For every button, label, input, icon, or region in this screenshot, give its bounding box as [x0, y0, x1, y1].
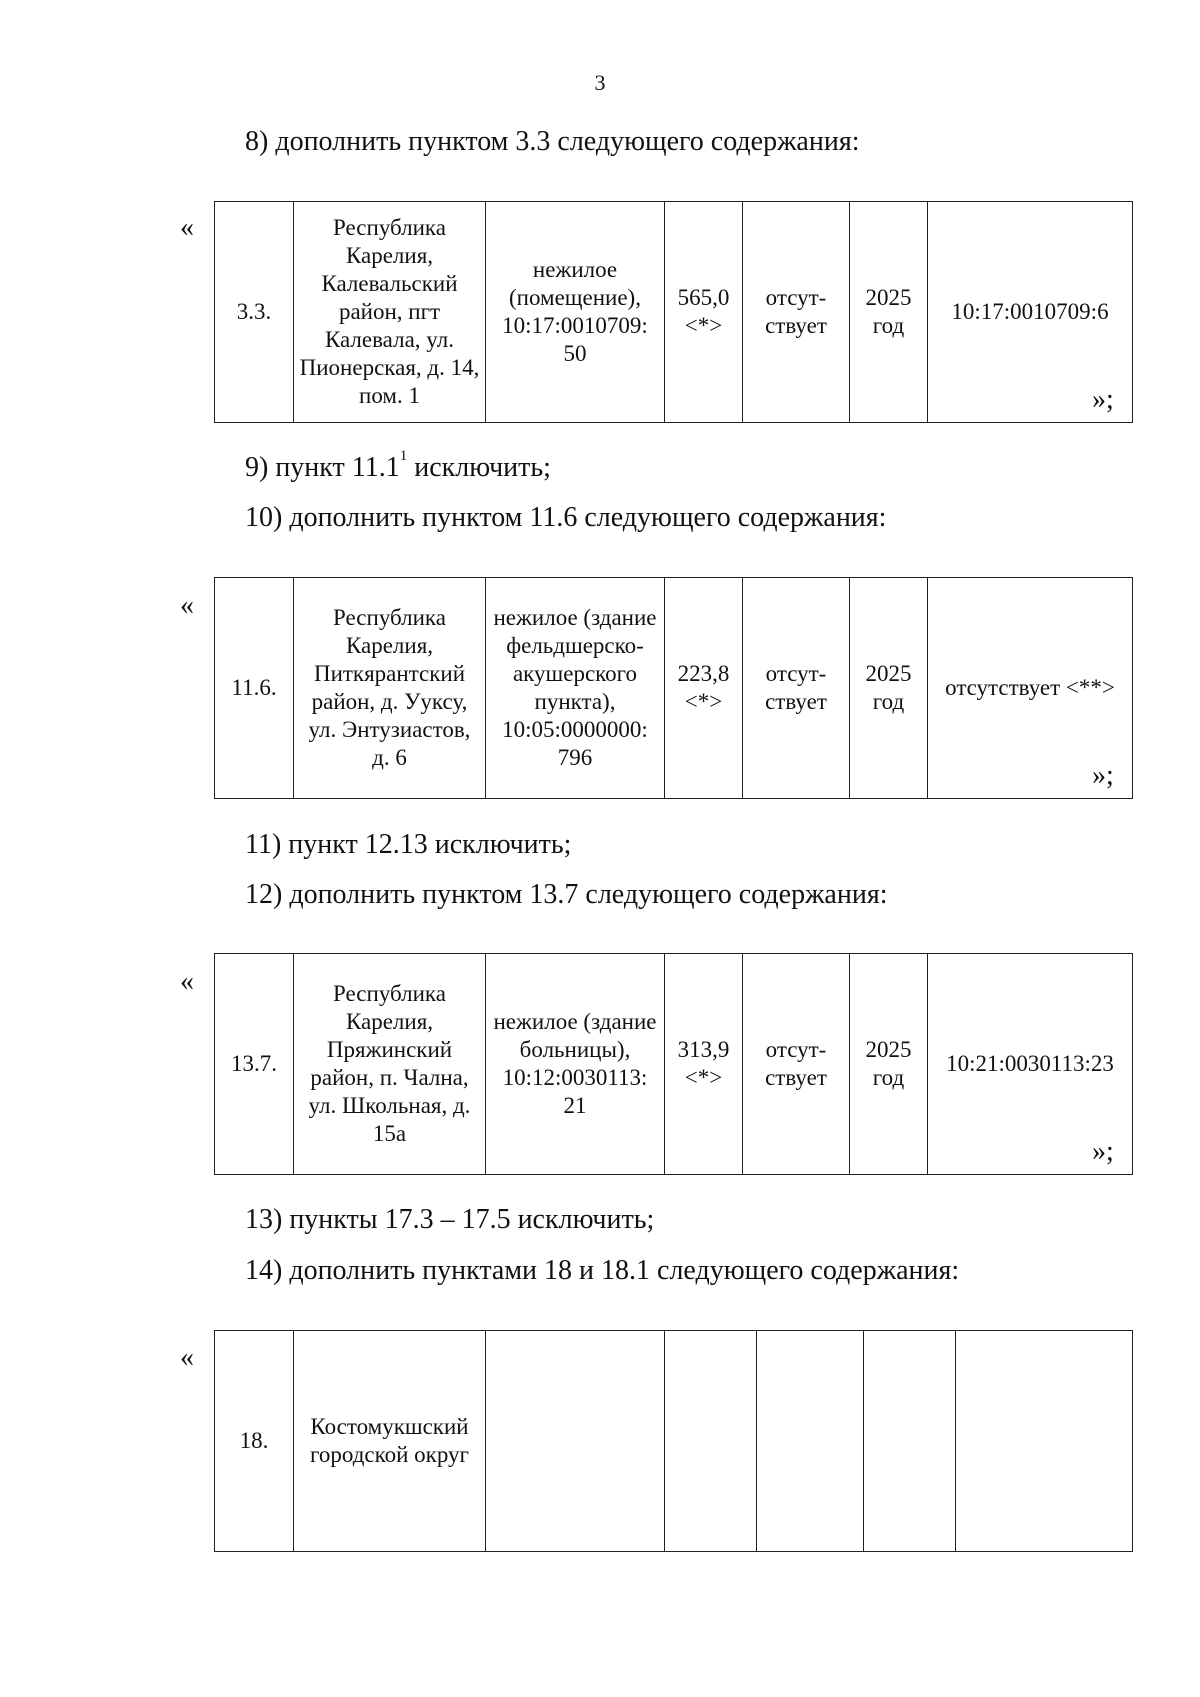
table-row	[215, 954, 1133, 1175]
cadastral-cell: 10:17:0010709:6	[928, 202, 1133, 423]
inserted-table-2	[214, 577, 1133, 799]
address-cell: Республика Карелия, Калевальский район, пгт Калевала, ул. Пионерская, д. 14, пом. 1	[294, 202, 486, 423]
quote-close: »;	[1092, 384, 1114, 415]
table-row	[215, 202, 1133, 423]
superscript: 1	[399, 448, 408, 464]
quote-open: «	[180, 1342, 194, 1373]
item-number-cell: 3.3.	[215, 202, 294, 423]
address-cell: Республика Карелия, Питкярантский район, д. Ууксу, ул. Энтузиастов, д. 6	[294, 578, 486, 799]
paragraph-11: 11) пункт 12.13 исключить;	[245, 829, 572, 860]
paragraph-8: 8) дополнить пунктом 3.3 следующего содержания:	[245, 126, 860, 157]
object-cell: нежилое (помещение), 10:17:0010709: 50	[486, 202, 665, 423]
paragraph-10: 10) дополнить пунктом 11.6 следующего содержания:	[245, 502, 887, 533]
inserted-table-3	[214, 953, 1133, 1175]
area-cell: 565,0 <*>	[665, 202, 743, 423]
table-row	[215, 1331, 1133, 1552]
address-cell: Костомукшский городской округ	[294, 1331, 486, 1552]
area-cell	[665, 1331, 757, 1552]
item-number-cell: 11.6.	[215, 578, 294, 799]
object-cell: нежилое (здание фельдшерско-акушерского пункта), 10:05:0000000: 796	[486, 578, 665, 799]
inserted-table-1	[214, 201, 1133, 423]
cadastral-cell: отсутствует <**>	[928, 578, 1133, 799]
object-cell	[486, 1331, 665, 1552]
quote-open: «	[180, 212, 194, 243]
year-cell: 2025 год	[850, 954, 928, 1175]
quote-open: «	[180, 966, 194, 997]
paragraph-9-text-end: исключить;	[407, 452, 551, 483]
year-cell: 2025 год	[850, 578, 928, 799]
paragraph-9-text: 9) пункт 11.1	[245, 452, 400, 483]
cadastral-cell: 10:21:0030113:23	[928, 954, 1133, 1175]
cadastral-cell	[956, 1331, 1133, 1552]
paragraph-13: 13) пункты 17.3 – 17.5 исключить;	[245, 1204, 655, 1235]
item-number-cell: 18.	[215, 1331, 294, 1552]
paragraph-14: 14) дополнить пунктами 18 и 18.1 следующего содержания:	[245, 1255, 960, 1286]
table-row	[215, 578, 1133, 799]
rights-cell	[757, 1331, 864, 1552]
rights-cell: отсут-ствует	[743, 954, 850, 1175]
paragraph-9	[245, 448, 551, 484]
quote-open: «	[180, 590, 194, 621]
paragraph-12: 12) дополнить пунктом 13.7 следующего содержания:	[245, 879, 888, 910]
object-cell: нежилое (здание больницы), 10:12:0030113: 21	[486, 954, 665, 1175]
rights-cell: отсут-ствует	[743, 202, 850, 423]
year-cell	[864, 1331, 956, 1552]
item-number-cell: 13.7.	[215, 954, 294, 1175]
address-cell: Республика Карелия, Пряжинский район, п. Чална, ул. Школьная, д. 15а	[294, 954, 486, 1175]
inserted-table-4	[214, 1330, 1133, 1552]
page-number: 3	[594, 70, 606, 95]
year-cell: 2025 год	[850, 202, 928, 423]
area-cell: 313,9 <*>	[665, 954, 743, 1175]
quote-close: »;	[1092, 760, 1114, 791]
rights-cell: отсут-ствует	[743, 578, 850, 799]
quote-close: »;	[1092, 1136, 1114, 1167]
area-cell: 223,8 <*>	[665, 578, 743, 799]
